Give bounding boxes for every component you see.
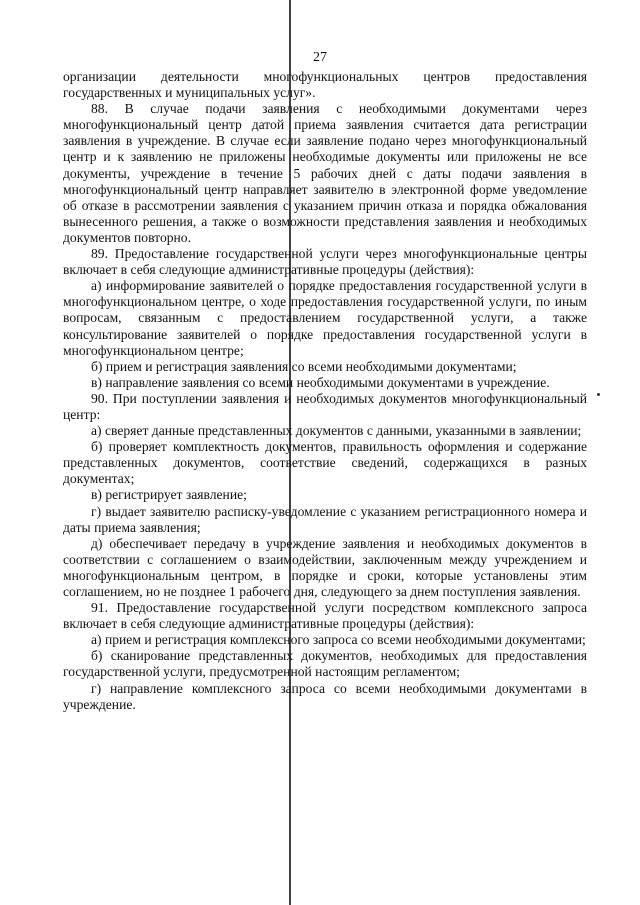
paragraph-89-v: в) направление заявления со всеми необходимыми документами в учреждение. (91, 374, 550, 390)
paragraph-91: 91. Предоставление государственной услуги посредством комплексного запроса включает в себя следующие административные процедуры (действия): (63, 600, 587, 632)
paragraph-91-a: а) прием и регистрация комплексного запроса со всеми необходимыми документами; (91, 632, 586, 648)
paragraph-90-d: д) обеспечивает передачу в учреждение заявления и необходимых документов в соответствии с соглашением о взаимодействии, заключенным между учреждением и многофункциональным центром, в порядке и сроки, которые установлены этим соглашением, но не позднее 1 рабочего дня, следующего за днем поступления заявления. (63, 535, 587, 599)
scan-artifact-dot (597, 393, 600, 396)
paragraph-90: 90. При поступлении заявления и необходимых документов многофункциональный центр: (63, 390, 587, 422)
paragraph-continuation: организации деятельности многофункциональных центров предоставления государственных и муниципальных услуг». (63, 69, 587, 101)
paragraph-89-b: б) прием и регистрация заявления со всеми необходимыми документами; (91, 358, 517, 374)
paragraph-90-g: г) выдает заявителю расписку-уведомление с указанием регистрационного номера и даты приема заявления; (63, 503, 587, 535)
paragraph-89-a: а) информирование заявителей о порядке предоставления государственной услуги в многофункциональном центре, о ходе предоставления государственной услуги, по иным вопросам, связанным с предоставлением государственной услуги, а также консультирование заявителей о порядке предоставления государственной услуги в многофункциональном центре; (63, 278, 587, 358)
document-body (63, 69, 587, 713)
paragraph-91-b: б) сканирование представленных документов, необходимых для предоставления государственной услуги, предусмотренной настоящим регламентом; (63, 648, 587, 680)
paragraph-91-g: г) направление комплексного запроса со всеми необходимыми документами в учреждение. (63, 680, 587, 712)
paragraph-90-a: а) сверяет данные представленных документов с данными, указанными в заявлении; (91, 423, 582, 439)
paragraph-88: 88. В случае подачи заявления с необходимыми документами через многофункциональный центр датой приема заявления считается дата регистрации заявления в учреждение. В случае если заявление подано через многофункциональный центр и к заявлению не приложены необходимые документы или приложены не все документы, учреждение в течение 5 рабочих дней с даты подачи заявления в многофункциональный центр направляет заявителю в электронной форме уведомление об отказе в рассмотрении заявления с указанием причин отказа и порядка обжалования вынесенного решения, а также о возможности представления заявления и необходимых документов повторно. (63, 101, 587, 245)
page-number: 27 (313, 50, 327, 65)
paragraph-90-v: в) регистрирует заявление; (91, 487, 247, 503)
paragraph-90-b: б) проверяет комплектность документов, правильность оформления и содержание представленных документов, соответствие сведений, содержащихся в разных документах; (63, 439, 587, 487)
paragraph-89: 89. Предоставление государственной услуги через многофункциональные центры включает в себя следующие административные процедуры (действия): (63, 246, 587, 278)
